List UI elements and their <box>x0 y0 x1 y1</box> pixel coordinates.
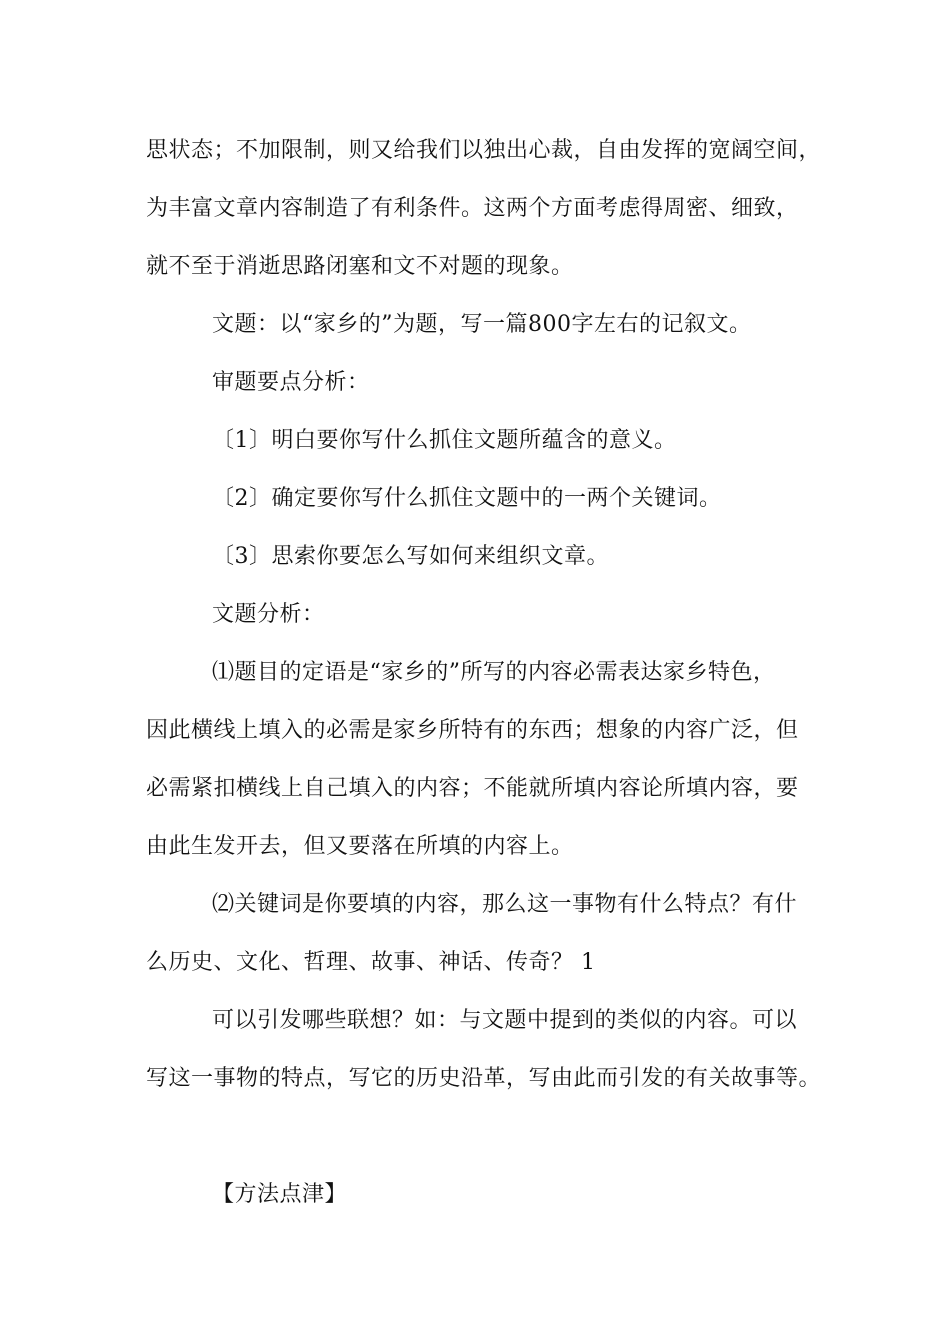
essay-prompt-line: 文题：以“家乡的”为题，写一篇800字左右的记叙文。 <box>212 312 752 337</box>
section-heading: 审题要点分析： <box>212 370 370 395</box>
paragraph-line: ⑵关键词是你要填的内容，那么这一事物有什么特点？有什 <box>212 892 798 917</box>
paragraph-line: 写这一事物的特点，写它的历史沿革，写由此而引发的有关故事等。 <box>146 1066 822 1091</box>
paragraph-line: 必需紧扣横线上自己填入的内容；不能就所填内容论所填内容，要 <box>146 776 799 801</box>
paragraph-line: 么历史、文化、哲理、故事、神话、传奇？ 1 <box>146 950 596 975</box>
paragraph-line: 思状态；不加限制，则又给我们以独出心裁，自由发挥的宽阔空间， <box>146 138 822 163</box>
paragraph-line: 可以引发哪些联想？如：与文题中提到的类似的内容。可以 <box>212 1008 798 1033</box>
list-item: 〔3〕思索你要怎么写如何来组织文章。 <box>212 544 609 569</box>
paragraph-line: 就不至于消逝思路闭塞和文不对题的现象。 <box>146 254 574 279</box>
list-item: 〔2〕确定要你写什么抓住文题中的一两个关键词。 <box>212 486 722 511</box>
paragraph-line: 为丰富文章内容制造了有利条件。这两个方面考虑得周密、细致， <box>146 196 799 221</box>
paragraph-line: 由此生发开去，但又要落在所填的内容上。 <box>146 834 574 859</box>
paragraph-line: 因此横线上填入的必需是家乡所特有的东西；想象的内容广泛，但 <box>146 718 799 743</box>
list-item: 〔1〕明白要你写什么抓住文题所蕴含的意义。 <box>212 428 677 453</box>
paragraph-line: ⑴题目的定语是“家乡的”所写的内容必需表达家乡特色， <box>212 660 776 685</box>
section-heading: 文题分析： <box>212 602 325 627</box>
section-heading: 【方法点津】 <box>212 1182 348 1207</box>
